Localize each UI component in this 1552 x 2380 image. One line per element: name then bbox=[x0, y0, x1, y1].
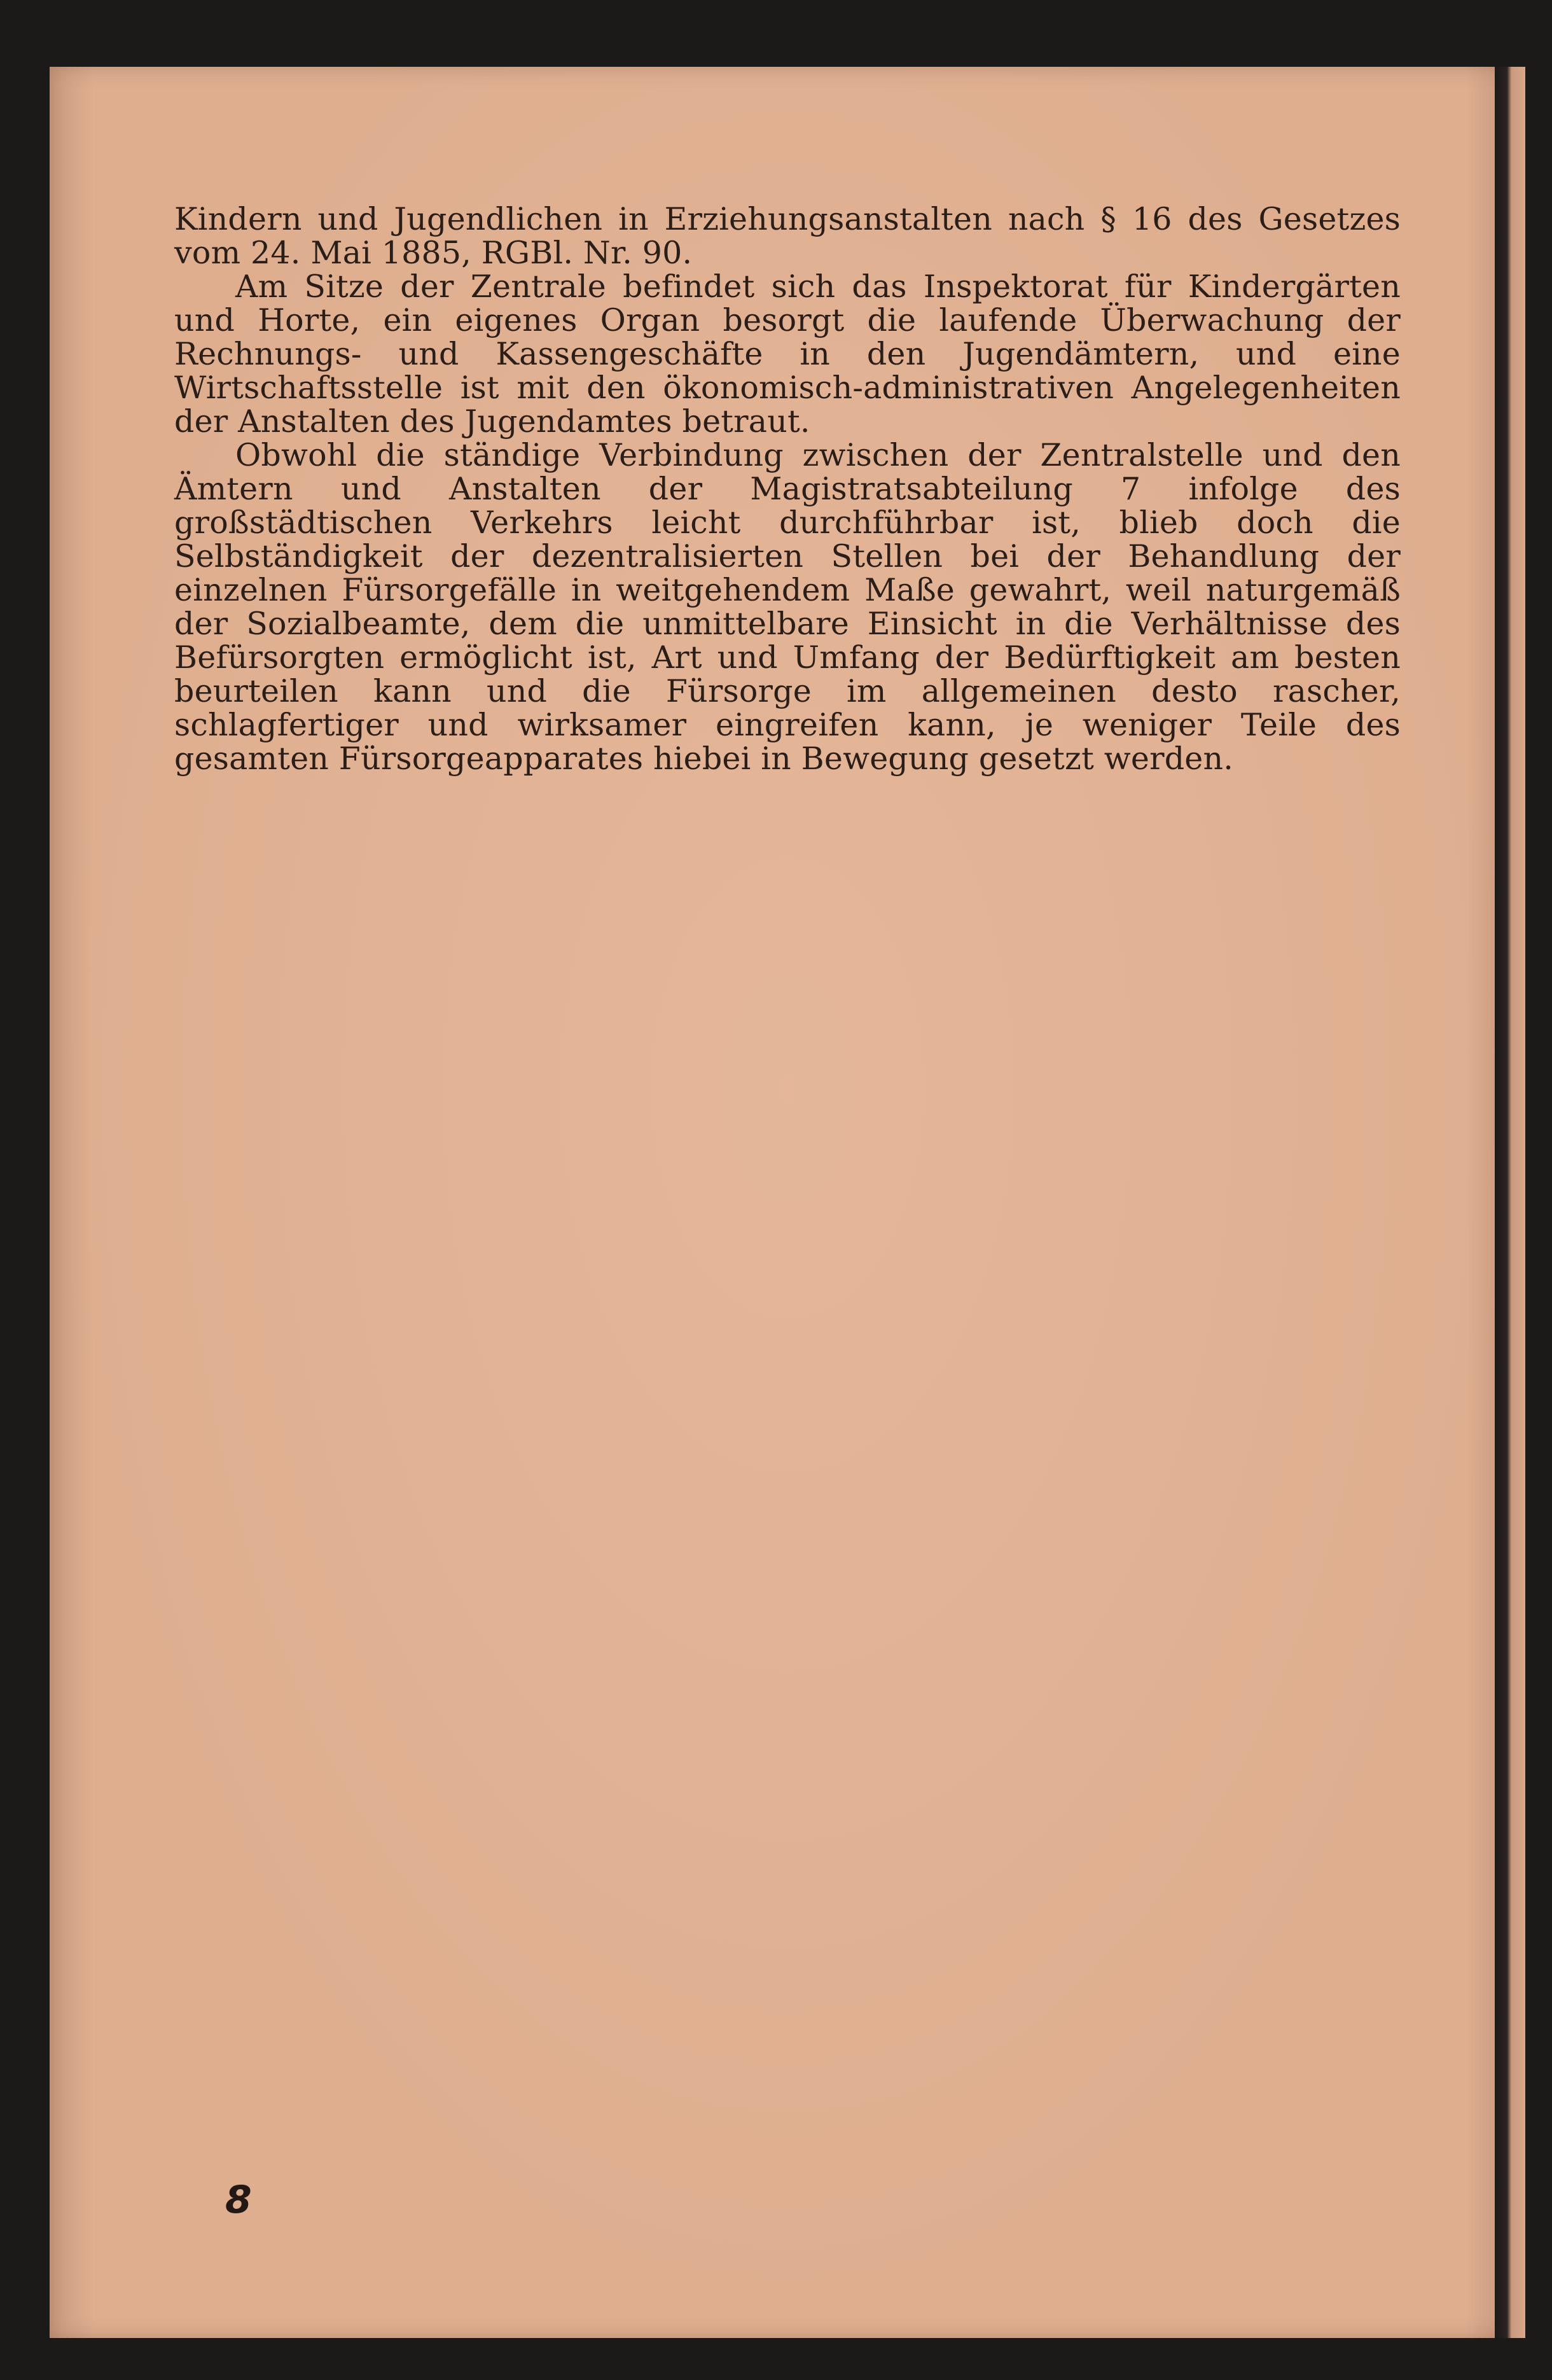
body-text bbox=[174, 202, 1401, 776]
page-number: 8 bbox=[225, 2178, 252, 2222]
book-spine bbox=[1495, 67, 1525, 2338]
paragraph-1: Kindern und Jugendlichen in Erziehungsanstalten nach § 16 des Gesetzes vom 24. Mai 1885, RGBl. Nr. 90. bbox=[174, 201, 1401, 271]
book-page bbox=[50, 67, 1525, 2338]
paragraph-2: Am Sitze der Zentrale befindet sich das Inspektorat für Kindergärten und Horte, ein eigenes Organ besorgt die laufende Überwachung der Rechnungs- und Kassengeschäfte in den Jugendämtern, und eine Wirtschaftsstelle ist mit den ökonomisch-administrativen Angelegenheiten der Anstalten des Jugendamtes betraut. bbox=[174, 268, 1401, 440]
paragraph-3: Obwohl die ständige Verbindung zwischen der Zentralstelle und den Ämtern und Anstalten der Magistratsabteilung 7 infolge des großstädtischen Verkehrs leicht durchführbar ist, blieb doch die Selbständigkeit der dezentralisierten Stellen bei der Behandlung der einzelnen Fürsorgefälle in weitgehendem Maße gewahrt, weil naturgemäß der Sozialbeamte, dem die unmittelbare Einsicht in die Verhältnisse des Befürsorgten ermöglicht ist, Art und Umfang der Bedürftigkeit am besten beurteilen kann und die Fürsorge im allgemeinen desto rascher, schlagfertiger und wirksamer eingreifen kann, je weniger Teile des gesamten Fürsorgeapparates hiebei in Bewegung gesetzt werden. bbox=[174, 437, 1401, 777]
